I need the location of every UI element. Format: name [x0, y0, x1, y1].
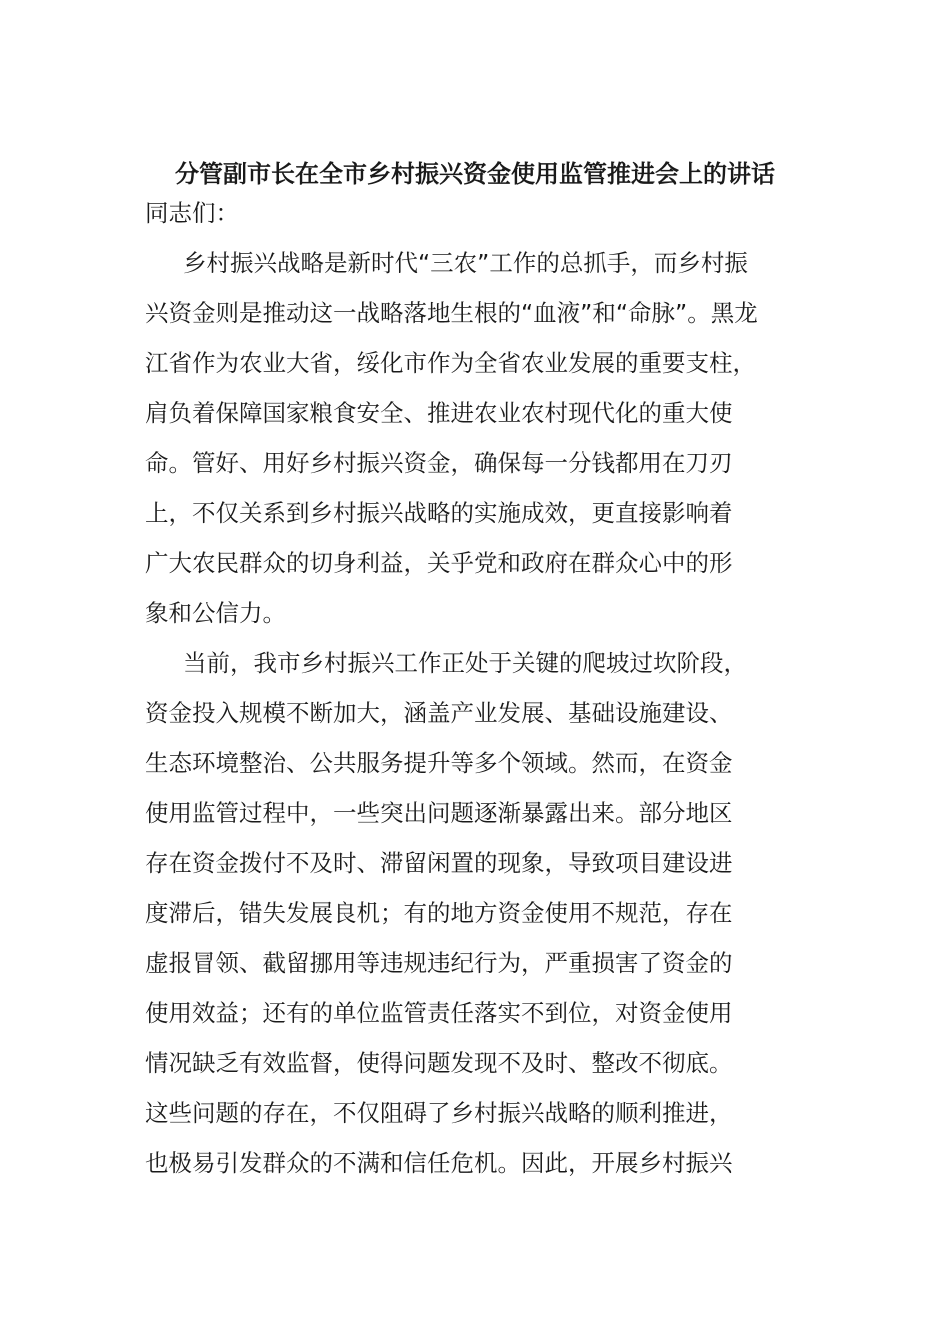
paragraph-line: 度滞后，错失发展良机；有的地方资金使用不规范，存在 — [145, 899, 733, 927]
paragraph-2 — [145, 638, 807, 1188]
document-body — [145, 188, 807, 1188]
paragraph-line: 也极易引发群众的不满和信任危机。因此，开展乡村振兴 — [145, 1149, 733, 1177]
paragraph-line: 生态环境整治、公共服务提升等多个领域。然而，在资金 — [145, 749, 733, 777]
paragraph-line: 使用监管过程中，一些突出问题逐渐暴露出来。部分地区 — [145, 799, 733, 827]
paragraph-line: 存在资金拨付不及时、滞留闲置的现象，导致项目建设进 — [145, 849, 733, 877]
paragraph-line: 乡村振兴战略是新时代“三农”工作的总抓手，而乡村振 — [183, 249, 748, 277]
paragraph-line: 这些问题的存在，不仅阻碍了乡村振兴战略的顺利推进， — [145, 1099, 733, 1127]
paragraph-line: 江省作为农业大省，绥化市作为全省农业发展的重要支柱， — [145, 349, 756, 377]
paragraph-line: 情况缺乏有效监督，使得问题发现不及时、整改不彻底。 — [145, 1049, 733, 1077]
salutation: 同志们： — [145, 199, 239, 227]
paragraph-1 — [145, 238, 807, 638]
document-title: 分管副市长在全市乡村振兴资金使用监管推进会上的讲话 — [175, 160, 775, 188]
paragraph-line: 当前，我市乡村振兴工作正处于关键的爬坡过坎阶段， — [183, 649, 747, 677]
paragraph-line: 虚报冒领、截留挪用等违规违纪行为，严重损害了资金的 — [145, 949, 733, 977]
paragraph-line: 使用效益；还有的单位监管责任落实不到位，对资金使用 — [145, 999, 733, 1027]
paragraph-line: 象和公信力。 — [145, 599, 286, 627]
paragraph-line: 广大农民群众的切身利益，关乎党和政府在群众心中的形 — [145, 549, 733, 577]
paragraph-line: 肩负着保障国家粮食安全、推进农业农村现代化的重大使 — [145, 399, 733, 427]
paragraph-line: 上，不仅关系到乡村振兴战略的实施成效，更直接影响着 — [145, 499, 733, 527]
paragraph-line: 兴资金则是推动这一战略落地生根的“血液”和“命脉”。黑龙 — [145, 299, 758, 327]
paragraph-line: 命。管好、用好乡村振兴资金，确保每一分钱都用在刀刃 — [145, 449, 733, 477]
paragraph-line: 资金投入规模不断加大，涵盖产业发展、基础设施建设、 — [145, 699, 733, 727]
